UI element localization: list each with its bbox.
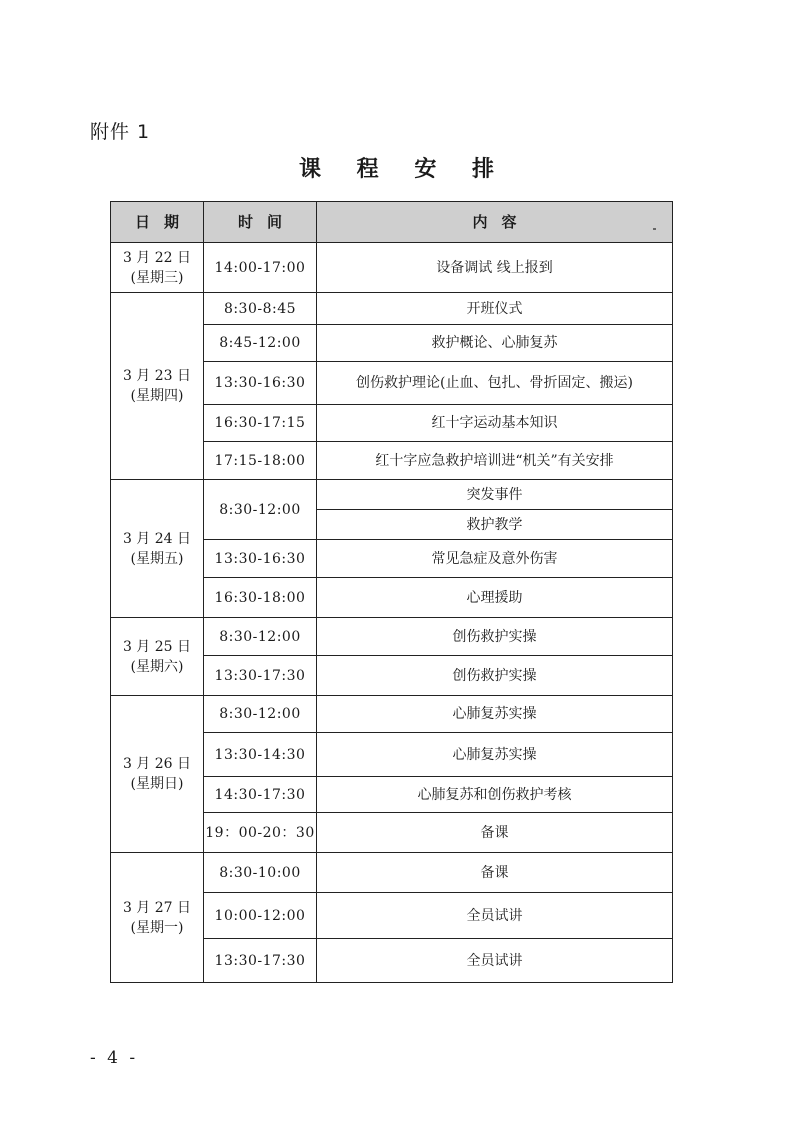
table-row [111, 853, 673, 893]
content-cell: 心肺复苏和创伤救护考核 [317, 777, 673, 813]
time-cell: 8:30-12:00 [204, 618, 317, 656]
content-cell: 设备调试 线上报到 [317, 243, 673, 293]
date-cell [111, 293, 204, 480]
date-cell [111, 853, 204, 983]
time-cell: 13:30-16:30 [204, 540, 317, 578]
date-cell [111, 480, 204, 618]
content-cell: 心理援助 [317, 578, 673, 618]
time-cell: 16:30-18:00 [204, 578, 317, 618]
time-cell: 10:00-12:00 [204, 893, 317, 939]
time-cell: 13:30-17:30 [204, 939, 317, 983]
table-row [111, 480, 673, 510]
time-cell: 8:30-12:00 [204, 696, 317, 733]
content-cell: 心肺复苏实操 [317, 733, 673, 777]
date-text: 3 月 26 日 [122, 756, 192, 772]
time-cell: 16:30-17:15 [204, 405, 317, 442]
date-cell [111, 696, 204, 853]
scan-speck [653, 228, 656, 230]
content-cell: 创伤救护理论(止血、包扎、骨折固定、搬运) [317, 362, 673, 405]
table-row [111, 618, 673, 656]
content-cell: 备课 [317, 853, 673, 893]
time-cell: 13:30-16:30 [204, 362, 317, 405]
content-cell: 开班仪式 [317, 293, 673, 325]
weekday-text: (星期四) [130, 388, 184, 404]
table-header-row [111, 202, 673, 243]
time-cell: 13:30-17:30 [204, 656, 317, 696]
time-cell: 8:30-10:00 [204, 853, 317, 893]
weekday-text: (星期六) [130, 658, 184, 675]
page-title: 课 程 安 排 [299, 156, 508, 182]
content-cell: 全员试讲 [317, 893, 673, 939]
date-cell [111, 243, 204, 293]
time-cell: 14:00-17:00 [204, 243, 317, 293]
time-cell: 17:15-18:00 [204, 442, 317, 480]
page-number: - 4 - [90, 1048, 139, 1068]
content-cell: 救护概论、心肺复苏 [317, 325, 673, 362]
header-content: 内容 [317, 202, 673, 243]
schedule-body [111, 243, 673, 983]
date-cell [111, 618, 204, 696]
time-cell: 8:30-12:00 [204, 480, 317, 540]
weekday-text: (星期五) [130, 550, 184, 567]
time-cell: 8:45-12:00 [204, 325, 317, 362]
date-text: 3 月 24 日 [122, 530, 192, 547]
content-cell: 突发事件 [317, 480, 673, 510]
header-time: 时间 [204, 202, 317, 243]
content-cell: 救护教学 [317, 510, 673, 540]
schedule-table [110, 201, 673, 983]
time-cell: 19：00-20：30 [204, 813, 317, 853]
content-cell: 全员试讲 [317, 939, 673, 983]
table-row [111, 696, 673, 733]
content-cell: 备课 [317, 813, 673, 853]
date-text: 3 月 22 日 [122, 249, 192, 266]
table-row [111, 243, 673, 293]
weekday-text: (星期三) [130, 269, 184, 286]
content-cell: 心肺复苏实操 [317, 696, 673, 733]
weekday-text: (星期日) [130, 776, 184, 792]
date-text: 3 月 25 日 [122, 638, 192, 655]
time-cell: 8:30-8:45 [204, 293, 317, 325]
date-text: 3 月 23 日 [122, 368, 192, 384]
header-date: 日期 [111, 202, 204, 243]
content-cell: 常见急症及意外伤害 [317, 540, 673, 578]
time-cell: 13:30-14:30 [204, 733, 317, 777]
content-cell: 红十字应急救护培训进“机关”有关安排 [317, 442, 673, 480]
weekday-text: (星期一) [130, 919, 184, 936]
date-text: 3 月 27 日 [122, 899, 192, 916]
content-cell: 创伤救护实操 [317, 618, 673, 656]
time-cell: 14:30-17:30 [204, 777, 317, 813]
attachment-label: 附件 1 [90, 121, 151, 143]
table-row [111, 293, 673, 325]
content-cell: 红十字运动基本知识 [317, 405, 673, 442]
content-cell: 创伤救护实操 [317, 656, 673, 696]
